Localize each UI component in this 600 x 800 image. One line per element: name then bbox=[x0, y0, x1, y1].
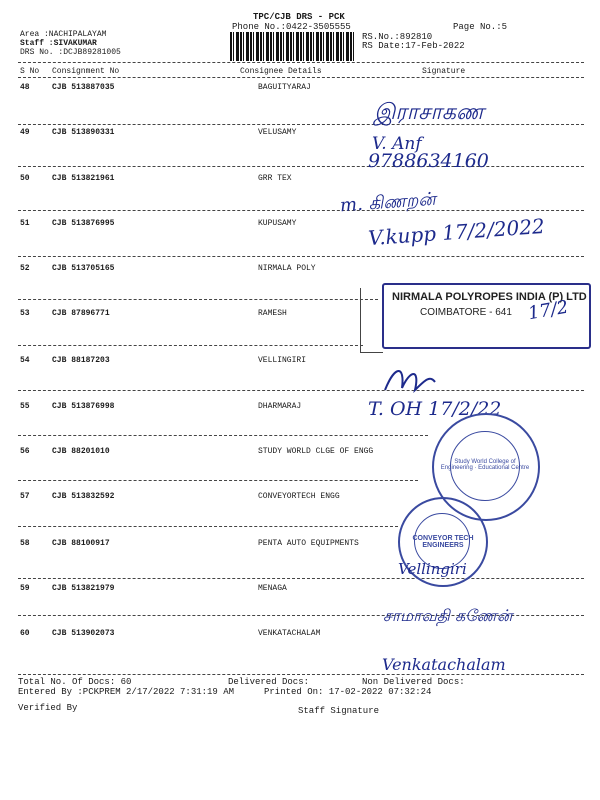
row-consignment: CJB 513821961 bbox=[52, 174, 115, 183]
column-header-signature: Signature bbox=[422, 67, 466, 76]
row-consignee: DHARMARAJ bbox=[258, 402, 302, 411]
row-sno: 55 bbox=[20, 402, 30, 411]
row-sno: 60 bbox=[20, 629, 30, 638]
rs-number: RS.No.:892810 bbox=[362, 32, 433, 42]
signature-48: இராசாகண bbox=[374, 100, 484, 125]
row-sno: 51 bbox=[20, 219, 30, 228]
row-sno: 48 bbox=[20, 83, 30, 92]
rs-date: RS Date:17-Feb-2022 bbox=[362, 41, 465, 51]
row-consignment: CJB 513876998 bbox=[52, 402, 115, 411]
row-consignment: CJB 513705165 bbox=[52, 264, 115, 273]
stamp-bracket bbox=[360, 288, 383, 353]
divider bbox=[18, 299, 378, 300]
row-sno: 58 bbox=[20, 539, 30, 548]
staff-signature-label: Staff Signature bbox=[298, 706, 380, 716]
row-consignment: CJB 87896771 bbox=[52, 309, 110, 318]
divider bbox=[18, 390, 584, 391]
row-sno: 53 bbox=[20, 309, 30, 318]
total-docs: Total No. Of Docs: 60 bbox=[18, 677, 132, 687]
row-consignee: GRR TEX bbox=[258, 174, 292, 183]
row-consignee: VELUSAMY bbox=[258, 128, 297, 137]
signature-58: Vellingiri bbox=[398, 560, 467, 578]
row-consignee: MENAGA bbox=[258, 584, 287, 593]
row-sno: 57 bbox=[20, 492, 30, 501]
row-consignee: STUDY WORLD CLGE OF ENGG bbox=[258, 447, 374, 456]
non-delivered-docs: Non Delivered Docs: bbox=[362, 677, 465, 687]
column-header-consignee: Consignee Details bbox=[240, 67, 322, 76]
printed-on: Printed On: 17-02-2022 07:32:24 bbox=[264, 687, 432, 697]
row-consignee: RAMESH bbox=[258, 309, 287, 318]
row-consignment: CJB 88201010 bbox=[52, 447, 110, 456]
signature-54 bbox=[380, 360, 440, 400]
barcode bbox=[230, 32, 355, 61]
phone-number: Phone No.:0422-3505555 bbox=[232, 22, 351, 32]
stamp-company-name: NIRMALA POLYROPES INDIA (P) LTD bbox=[392, 291, 587, 303]
row-sno: 49 bbox=[20, 128, 30, 137]
row-consignment: CJB 513832592 bbox=[52, 492, 115, 501]
row-consignment: CJB 513890331 bbox=[52, 128, 115, 137]
row-consignee: KUPUSAMY bbox=[258, 219, 297, 228]
row-consignee: BAGUITYARAJ bbox=[258, 83, 311, 92]
signature-49-phone: 9788634160 bbox=[368, 150, 489, 172]
divider bbox=[18, 345, 363, 346]
signature-50: m. கிணறன் bbox=[339, 188, 437, 217]
row-consignment: CJB 88187203 bbox=[52, 356, 110, 365]
divider bbox=[18, 62, 584, 63]
column-header-sno: S No bbox=[20, 67, 40, 76]
divider bbox=[18, 526, 398, 527]
row-consignee: NIRMALA POLY bbox=[258, 264, 316, 273]
divider bbox=[18, 124, 584, 125]
signature-55: T. OH 17/2/22 bbox=[368, 398, 502, 420]
row-consignee: VELLINGIRI bbox=[258, 356, 307, 365]
signature-60: Venkatachalam bbox=[382, 655, 506, 674]
drs-number: DRS No. :DCJB89281005 bbox=[20, 48, 121, 57]
row-consignment: CJB 513887035 bbox=[52, 83, 115, 92]
row-consignment: CJB 513821979 bbox=[52, 584, 115, 593]
row-consignment: CJB 513876995 bbox=[52, 219, 115, 228]
row-sno: 52 bbox=[20, 264, 30, 273]
divider bbox=[18, 674, 584, 675]
divider bbox=[18, 256, 584, 257]
signature-59: சாமாவதி கணேன் bbox=[383, 606, 513, 625]
row-sno: 50 bbox=[20, 174, 30, 183]
row-consignment: CJB 513902073 bbox=[52, 629, 115, 638]
row-sno: 59 bbox=[20, 584, 30, 593]
stamp-company-city: COIMBATORE - 641 bbox=[420, 307, 512, 318]
row-consignment: CJB 88100917 bbox=[52, 539, 110, 548]
document-title: TPC/CJB DRS - PCK bbox=[253, 12, 345, 22]
signature-51: V.kupp 17/2/2022 bbox=[367, 213, 546, 251]
delivered-docs: Delivered Docs: bbox=[228, 677, 310, 687]
divider bbox=[18, 435, 428, 436]
area-label: Area :NACHIPALAYAM bbox=[20, 30, 107, 39]
verified-by: Verified By bbox=[18, 703, 78, 713]
signature-49-name: V. Anf bbox=[372, 134, 422, 154]
divider bbox=[18, 77, 584, 78]
row-sno: 54 bbox=[20, 356, 30, 365]
seal-text: CONVEYOR TECH ENGINEERS bbox=[412, 535, 474, 549]
column-header-consignment: Consignment No bbox=[52, 67, 120, 76]
row-consignee: CONVEYORTECH ENGG bbox=[258, 492, 340, 501]
entered-by: Entered By :PCKPREM 2/17/2022 7:31:19 AM bbox=[18, 687, 235, 697]
divider bbox=[18, 578, 584, 579]
signature-53-mark: 17/2 bbox=[526, 296, 570, 325]
row-consignee: VENKATACHALAM bbox=[258, 629, 321, 638]
page-number: Page No.:5 bbox=[453, 22, 508, 32]
divider bbox=[18, 166, 584, 167]
divider bbox=[18, 480, 418, 481]
row-consignee: PENTA AUTO EQUIPMENTS bbox=[258, 539, 359, 548]
divider bbox=[18, 210, 584, 211]
staff-label: Staff :SIVAKUMAR bbox=[20, 39, 97, 48]
row-sno: 56 bbox=[20, 447, 30, 456]
seal-text: Study World College of Engineering · Educational Centre bbox=[440, 459, 530, 471]
